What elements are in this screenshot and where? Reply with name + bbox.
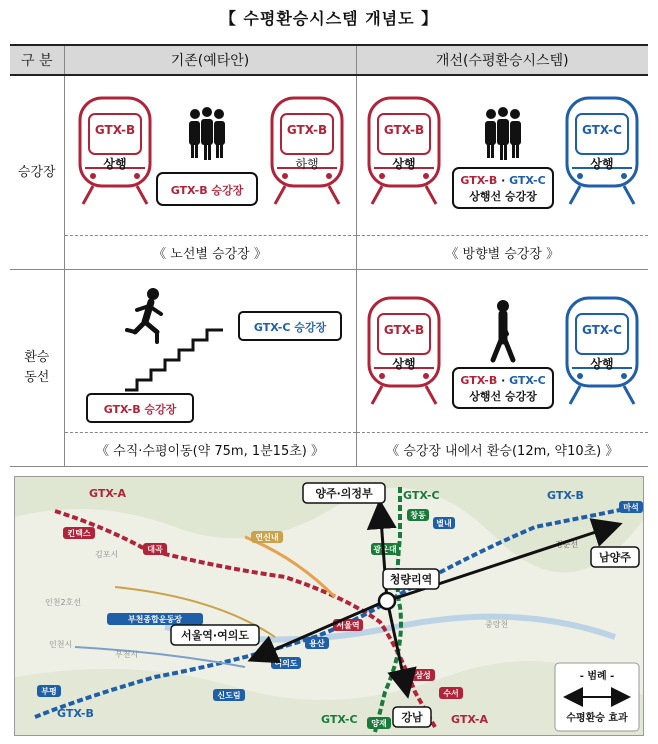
legend <box>555 663 639 731</box>
train-line-label: GTX-B <box>286 123 327 137</box>
station-badge: 서울역 <box>336 621 360 630</box>
train-icon <box>80 98 150 204</box>
station-label: 경춘선 <box>555 540 579 549</box>
legend-label: 수평환승 효과 <box>566 713 628 724</box>
line-label: GTX-B <box>547 489 584 502</box>
destination-label: 서울역·여의도 <box>181 629 249 642</box>
station-badge: 부평 <box>41 687 57 696</box>
train-direction-label: 상행 <box>589 357 614 371</box>
train-line-label: GTX-C <box>581 323 622 337</box>
destination-label: 남양주 <box>599 551 631 564</box>
cell-platform-existing <box>64 75 356 236</box>
train-line-label: GTX-B <box>383 123 424 137</box>
row-label-line: 환승 <box>24 350 50 365</box>
train-direction-label: 상행 <box>391 357 416 371</box>
station-badge: 삼성 <box>415 671 431 680</box>
station-badge: 여의도 <box>274 659 298 668</box>
platform-sub-label: 상행선 승강장 <box>468 190 537 203</box>
train-line-label: GTX-B <box>383 323 424 337</box>
page-title: 【 수평환승시스템 개념도 】 <box>219 9 439 28</box>
station-badge: 킨텍스 <box>67 529 91 538</box>
station-badge: 광운대 <box>373 545 397 554</box>
platform-sub-label: 상행선 승강장 <box>468 390 537 403</box>
upper-platform-label: GTX-C 승강장 <box>253 321 326 334</box>
line-label: GTX-A <box>451 713 489 726</box>
train-direction-label: 상행 <box>589 157 614 171</box>
row-label-platform: 승강장 <box>10 75 64 270</box>
caption-transfer-existing: 《 수직·수평이동(약 75m, 1분15초) 》 <box>64 433 356 467</box>
station-badge: 별내 <box>436 519 452 528</box>
line-label: GTX-A <box>89 487 127 500</box>
table-row <box>10 433 648 467</box>
station-label: 부천시 <box>115 650 139 659</box>
hub-station-marker <box>379 593 395 609</box>
stairs-icon <box>125 330 223 390</box>
table-row <box>10 270 648 433</box>
transfer-improved-illustration <box>357 270 649 428</box>
train-line-label: GTX-C <box>581 123 622 137</box>
cell-platform-improved <box>356 75 648 236</box>
train-direction-label: 하행 <box>294 157 319 171</box>
station-badge: 부천종합운동장 <box>127 615 183 624</box>
line-label: GTX-C <box>321 713 358 726</box>
platform-improved-illustration <box>357 76 649 231</box>
train-icon <box>567 98 637 204</box>
station-badge: 마석 <box>623 503 639 512</box>
station-badge: 창동 <box>410 511 426 520</box>
legend-title: - 범례 - <box>579 671 615 682</box>
runner-icon <box>127 288 161 342</box>
train-icon <box>272 98 342 204</box>
transfer-existing-illustration <box>65 270 357 428</box>
station-badge: 대곡 <box>147 545 163 554</box>
destination-label: 강남 <box>401 711 423 724</box>
header-improved: 개선(수평환승시스템) <box>356 45 648 75</box>
cell-transfer-improved <box>356 270 648 433</box>
train-line-label: GTX-B <box>94 123 135 137</box>
people-icon <box>485 107 521 160</box>
table-row <box>10 236 648 270</box>
train-icon <box>567 298 637 404</box>
station-label: 인천2호선 <box>45 598 82 607</box>
walking-person-icon <box>493 300 513 360</box>
caption-transfer-improved: 《 승강장 내에서 환승(12m, 약10초) 》 <box>356 433 648 467</box>
platform-lines-label: GTX-B · GTX-C <box>459 174 546 187</box>
table-header-row <box>10 45 648 75</box>
line-label: GTX-B <box>57 707 94 720</box>
train-direction-label: 상행 <box>102 157 127 171</box>
row-label-line: 동선 <box>24 370 50 385</box>
station-badge: 수서 <box>443 689 459 698</box>
train-icon <box>369 98 439 204</box>
route-map <box>14 476 644 736</box>
station-label: 중랑천 <box>485 620 509 629</box>
platform-existing-illustration <box>65 76 357 231</box>
caption-platform-improved: 《 방향별 승강장 》 <box>356 236 648 270</box>
comparison-table <box>10 44 648 467</box>
route-map-svg <box>15 477 644 736</box>
table-row <box>10 75 648 236</box>
station-label: 인천시 <box>49 640 73 649</box>
station-badge: 양재 <box>371 719 387 728</box>
caption-platform-existing: 《 노선별 승강장 》 <box>64 236 356 270</box>
destination-label: 양주·의정부 <box>315 487 373 500</box>
platform-lines-label: GTX-B · GTX-C <box>459 374 546 387</box>
people-icon <box>189 107 225 160</box>
line-label: GTX-C <box>403 489 440 502</box>
station-badge: 연신내 <box>255 533 279 542</box>
train-direction-label: 상행 <box>391 157 416 171</box>
lower-platform-label: GTX-B 승강장 <box>103 403 176 416</box>
row-label-transfer <box>10 270 64 467</box>
header-existing: 기존(예타안) <box>64 45 356 75</box>
platform-label: GTX-B 승강장 <box>170 184 243 197</box>
train-icon <box>369 298 439 404</box>
header-category: 구 분 <box>10 45 64 75</box>
hub-label: 청량리역 <box>389 573 433 586</box>
cell-transfer-existing <box>64 270 356 433</box>
station-label: 김포시 <box>95 550 119 559</box>
station-badge: 용산 <box>309 639 325 648</box>
station-badge: 신도림 <box>217 691 241 700</box>
